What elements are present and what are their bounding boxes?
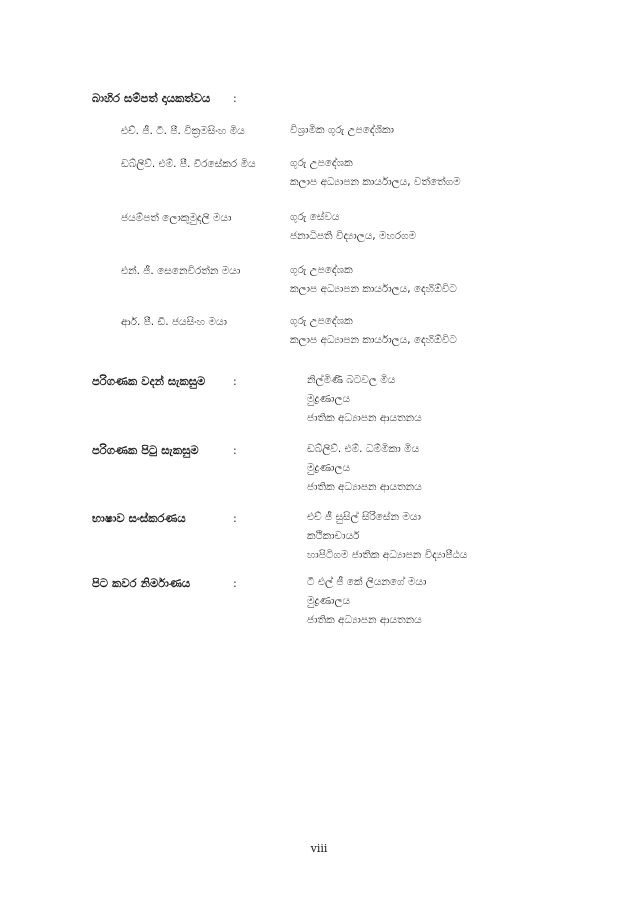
contributor-role-5 [290,312,457,350]
page-layout-credit [307,440,422,497]
cover-design-credit-line-3: ජාතික අධ්‍යාපන ආයතනය [307,614,422,626]
cover-design-heading: පිට කවර නිර්මාණය [92,576,191,590]
contributor-role-4-line-2: කලාප අධ්‍යාපන කාර්යාලය, දෙහිඕවිට [290,283,457,295]
language-editing-credit-line-2: කථිකාචාර්ය [307,530,360,542]
cover-design-credit-line-2: මුද්‍රණාලය [307,595,351,607]
contributor-name-2: ඩබ්ලිව්. එම්. පී. වීරසේකර මිය [121,158,256,170]
contributor-name-3: ජයම්පත් ලොකුමුදලි මයා [121,212,232,224]
contributor-role-5-line-1: ගුරු උපදේශක [290,315,353,327]
contributor-name-4: එන්. ජී. සෙනෙවිරත්න මයා [121,265,241,277]
contributor-role-2-line-1: ගුරු උපදේශක [290,157,353,169]
typesetting-credit [307,371,422,428]
typesetting-credit-line-1: නිල්මිණී බටවල මිය [307,374,396,386]
language-editing-credit-line-1: එච් ජී සුසිල් සිරිසේන මයා [307,511,421,523]
contributor-role-5-line-2: කලාප අධ්‍යාපන කාර්යාලය, දෙහිඕවිට [290,334,457,346]
page-layout-colon: : [233,444,237,457]
external-contributors-colon: : [233,92,237,105]
language-editing-credit-line-3: හාපිටිගම ජාතික අධ්‍යාපන විද්‍යාපීඨය [307,549,468,561]
contributor-role-4-line-1: ගුරු උපදේශක [290,264,353,276]
page-layout-credit-line-2: මුද්‍රණාලය [307,462,351,474]
contributor-role-2 [290,154,461,192]
typesetting-credit-line-3: ජාතික අධ්‍යාපන ආයතනය [307,412,422,424]
contributor-name-1: එච්. ජී. ටී. පී. වික්‍රමසිංහ මිය [121,125,245,137]
cover-design-credit [307,573,426,630]
language-editing-heading: භාෂාව සංස්කරණය [92,511,186,525]
contributor-role-1 [290,121,394,140]
contributor-name-5: ආර්. පී. ඩී. ජයසිංහ මයා [121,316,227,328]
language-editing-credit [307,508,467,565]
page-layout-credit-line-3: ජාතික අධ්‍යාපන ආයතනය [307,481,422,493]
contributor-role-2-line-2: කලාප අධ්‍යාපන කාර්යාලය, වත්තේගම [290,176,461,188]
contributor-role-4 [290,261,457,299]
contributor-role-3 [290,208,416,246]
contributor-role-3-line-1: ගුරු සේවය [290,211,340,223]
page-number: viii [310,842,328,855]
language-editing-colon: : [233,512,237,525]
typesetting-colon: : [233,375,237,388]
page-layout-heading: පරිගණක පිටු සැකසුම [92,443,199,457]
typesetting-credit-line-2: මුද්‍රණාලය [307,393,351,405]
cover-design-colon: : [233,577,237,590]
page-layout-credit-line-1: ඩබ්ලිව්. එම්. ධම්මිකා මිය [307,443,420,455]
contributor-role-3-line-2: ජනාධිපති විද්‍යාලය, මහරගම [290,230,417,242]
contributor-role-1-line-1: විශ්‍රාමික ගුරු උපදේශිකා [290,124,394,136]
typesetting-heading: පරිගණක වදන් සැකසුම [92,374,206,388]
external-contributors-heading: බාහිර සම්පත් දායකත්වය [92,91,211,105]
cover-design-credit-line-1: ටී එල් ජී කේ ලියනගේ මයා [307,576,427,588]
